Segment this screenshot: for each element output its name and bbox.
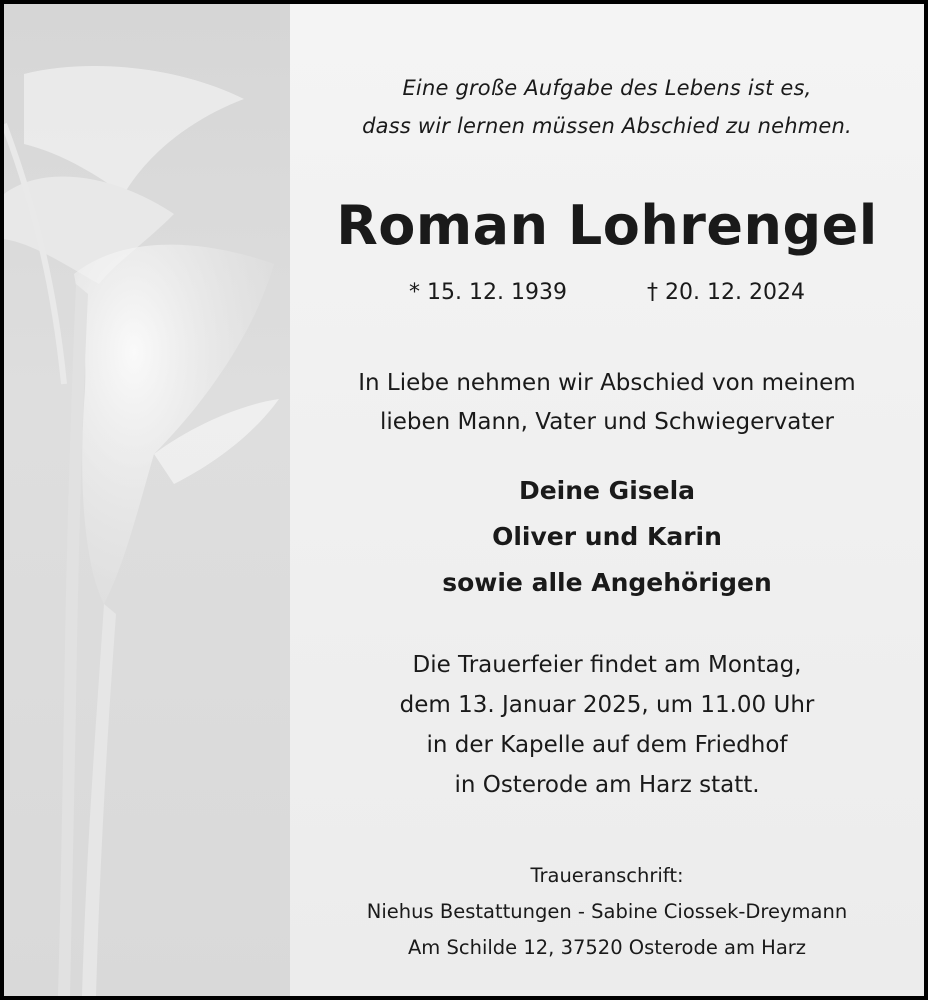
ceremony-line-1: Die Trauerfeier findet am Montag,: [412, 652, 802, 678]
birth-date: * 15. 12. 1939: [409, 280, 567, 305]
message-line-1: In Liebe nehmen wir Abschied von meinem: [358, 370, 856, 396]
life-dates: [290, 280, 924, 305]
message-line-2: lieben Mann, Vater und Schwiegervater: [379, 409, 835, 435]
address-line-2: Am Schilde 12, 37520 Osterode am Harz: [407, 936, 807, 959]
deceased-name: Roman Lohrengel: [336, 194, 878, 257]
mourner-line-2: Oliver und Karin: [492, 522, 722, 551]
death-date: † 20. 12. 2024: [647, 280, 805, 305]
calla-lily-image: [4, 4, 290, 996]
ceremony-line-4: in Osterode am Harz statt.: [454, 772, 760, 798]
quote-line-1: Eine große Aufgabe des Lebens ist es,: [402, 76, 812, 100]
address-label: Traueranschrift:: [530, 864, 684, 887]
mourner-line-3: sowie alle Angehörigen: [442, 568, 772, 597]
quote-line-2: dass wir lernen müssen Abschied zu nehmen.: [362, 114, 852, 138]
notice-text-panel: [290, 4, 924, 996]
mourner-line-1: Deine Gisela: [518, 476, 696, 505]
ceremony-line-3: in der Kapelle auf dem Friedhof: [426, 732, 788, 758]
address-line-1: Niehus Bestattungen - Sabine Ciossek-Dreymann: [366, 900, 848, 923]
ceremony-line-2: dem 13. Januar 2025, um 11.00 Uhr: [399, 692, 815, 718]
